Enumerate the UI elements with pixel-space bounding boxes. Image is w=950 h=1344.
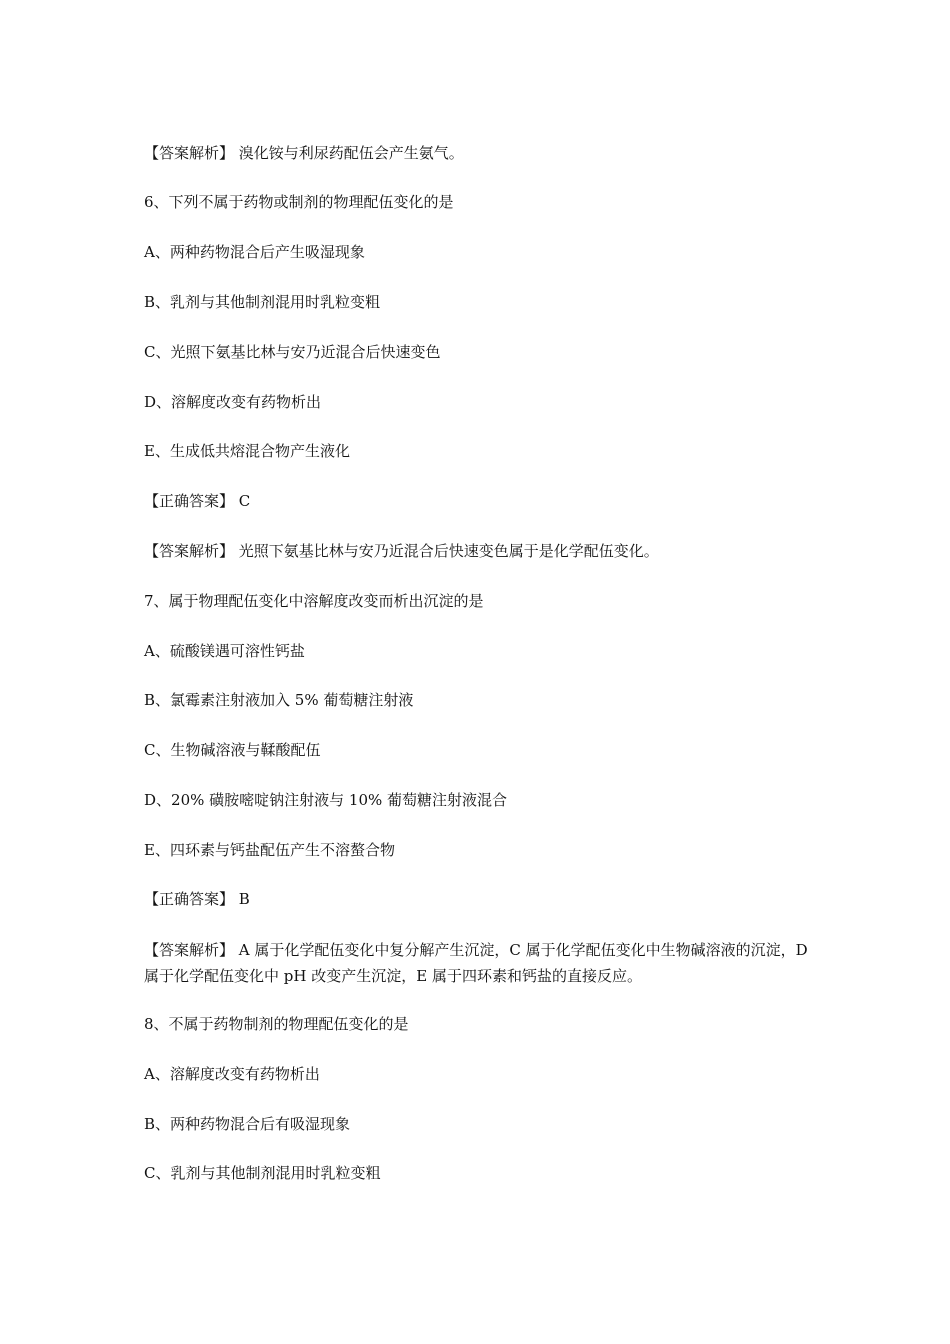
- question-7: 7、属于物理配伍变化中溶解度改变而析出沉淀的是: [144, 592, 484, 610]
- answer-explanation-5: 【答案解析】 溴化铵与利尿药配伍会产生氨气。: [144, 144, 464, 162]
- q6-option-e: E、生成低共熔混合物产生液化: [144, 442, 350, 460]
- q7-correct-answer: 【正确答案】 B: [144, 890, 250, 908]
- q7-answer-explanation: 【答案解析】 A 属于化学配伍变化中复分解产生沉淀，C 属于化学配伍变化中生物碱溶液的沉淀，D 属于化学配伍变化中 pH 改变产生沉淀，E 属于四环素和钙盐的直接反应。: [144, 941, 808, 985]
- q7-option-c: C、生物碱溶液与鞣酸配伍: [144, 741, 321, 759]
- q8-option-a: A、溶解度改变有药物析出: [144, 1065, 320, 1083]
- q6-option-d: D、溶解度改变有药物析出: [144, 393, 322, 411]
- q6-correct-answer: 【正确答案】 C: [144, 492, 251, 510]
- q6-option-b: B、乳剂与其他制剂混用时乳粒变粗: [144, 293, 381, 311]
- q6-answer-explanation: 【答案解析】 光照下氨基比林与安乃近混合后快速变色属于是化学配伍变化。: [144, 542, 659, 560]
- q6-option-c: C、光照下氨基比林与安乃近混合后快速变色: [144, 343, 441, 361]
- question-8: 8、不属于药物制剂的物理配伍变化的是: [144, 1015, 409, 1033]
- question-6: 6、下列不属于药物或制剂的物理配伍变化的是: [144, 193, 454, 211]
- q7-option-a: A、硫酸镁遇可溶性钙盐: [144, 642, 305, 660]
- q7-option-b: B、氯霉素注射液加入 5% 葡萄糖注射液: [144, 691, 414, 709]
- q7-option-e: E、四环素与钙盐配伍产生不溶螯合物: [144, 841, 395, 859]
- q8-option-b: B、两种药物混合后有吸湿现象: [144, 1115, 351, 1133]
- q8-option-c: C、乳剂与其他制剂混用时乳粒变粗: [144, 1164, 381, 1182]
- q7-option-d: D、20% 磺胺嘧啶钠注射液与 10% 葡萄糖注射液混合: [144, 791, 508, 809]
- q6-option-a: A、两种药物混合后产生吸湿现象: [144, 243, 365, 261]
